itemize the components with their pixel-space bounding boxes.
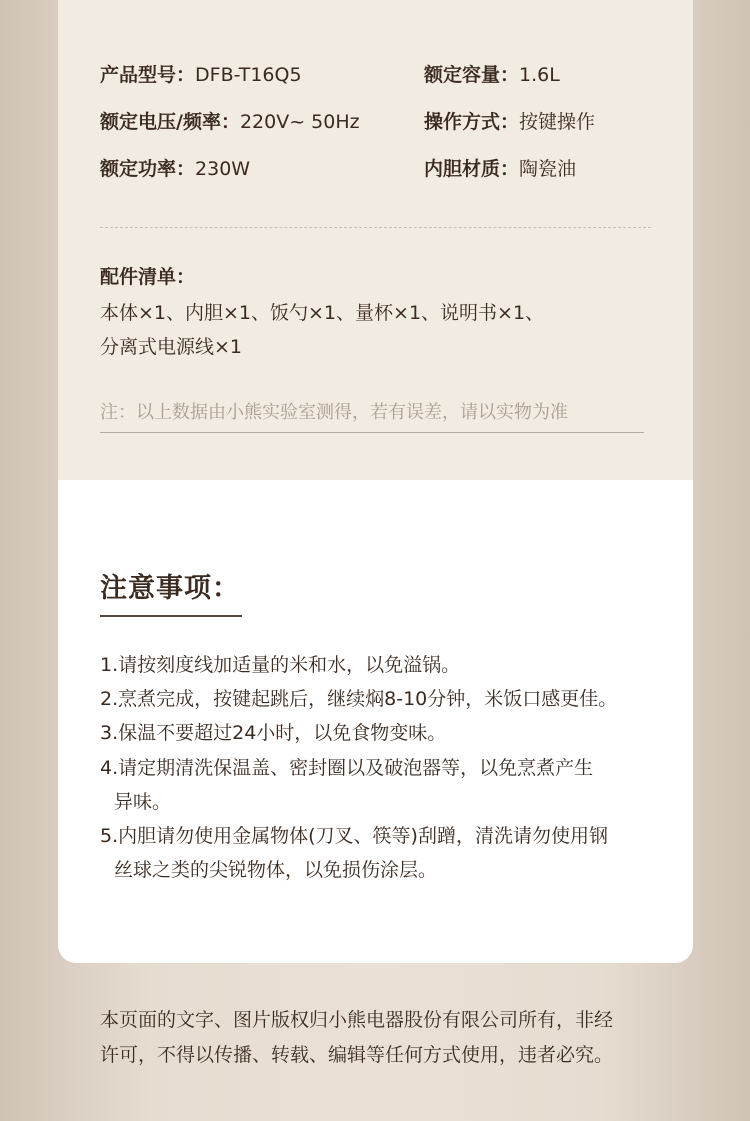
spec-capacity (424, 63, 560, 87)
spec-power-label: 额定功率： (100, 158, 196, 180)
spec-voltage (100, 110, 360, 134)
spec-voltage-label: 额定电压/频率： (100, 111, 240, 133)
dashed-divider (100, 227, 651, 228)
spec-section (58, 0, 693, 480)
copyright-line-1: 本页面的文字、图片版权归小熊电器股份有限公司所有，非经 (100, 1009, 614, 1031)
precautions-title-underline (100, 615, 242, 617)
precaution-item-4: 4.请定期清洗保温盖、密封圈以及破泡器等，以免烹煮产生 (100, 757, 594, 779)
precaution-item-3: 3.保温不要超过24小时，以免食物变味。 (100, 722, 447, 744)
spec-liner (424, 157, 576, 181)
precaution-item-5: 5.内胆请勿使用金属物体(刀叉、筷等)刮蹭，清洗请勿使用钢 (100, 825, 608, 847)
spec-operation-label: 操作方式： (424, 111, 520, 133)
spec-card (58, 0, 693, 963)
spec-operation (424, 110, 595, 134)
spec-power (100, 157, 250, 181)
precaution-item-4-cont: 异味。 (114, 791, 172, 813)
spec-liner-label: 内胆材质： (424, 158, 520, 180)
spec-model-value: DFB-T16Q5 (195, 64, 302, 86)
precaution-item-1: 1.请按刻度线加适量的米和水，以免溢锅。 (100, 654, 461, 676)
precautions-title: 注意事项： (100, 573, 240, 604)
precaution-item-5-cont: 丝球之类的尖锐物体，以免损伤涂层。 (114, 859, 438, 881)
precaution-item-2: 2.烹煮完成，按键起跳后，继续焖8-10分钟，米饭口感更佳。 (100, 688, 618, 710)
accessories-line-2: 分离式电源线×1 (100, 336, 243, 358)
accessories-title: 配件清单： (100, 266, 196, 288)
accessories-line-1: 本体×1、内胆×1、饭勺×1、量杯×1、说明书×1、 (100, 302, 545, 324)
spec-capacity-value: 1.6L (519, 64, 560, 86)
spec-model-label: 产品型号： (100, 64, 196, 86)
spec-operation-value: 按键操作 (519, 111, 596, 133)
note-underline (100, 432, 644, 433)
spec-power-value: 230W (195, 158, 251, 180)
spec-model (100, 63, 302, 87)
copyright-line-2: 许可，不得以传播、转载、编辑等任何方式使用，违者必究。 (100, 1044, 614, 1066)
spec-liner-value: 陶瓷油 (519, 158, 577, 180)
data-note: 注：以上数据由小熊实验室测得，若有误差，请以实物为准 (100, 402, 568, 423)
spec-capacity-label: 额定容量： (424, 64, 520, 86)
spec-voltage-value: 220V~ 50Hz (239, 111, 360, 133)
